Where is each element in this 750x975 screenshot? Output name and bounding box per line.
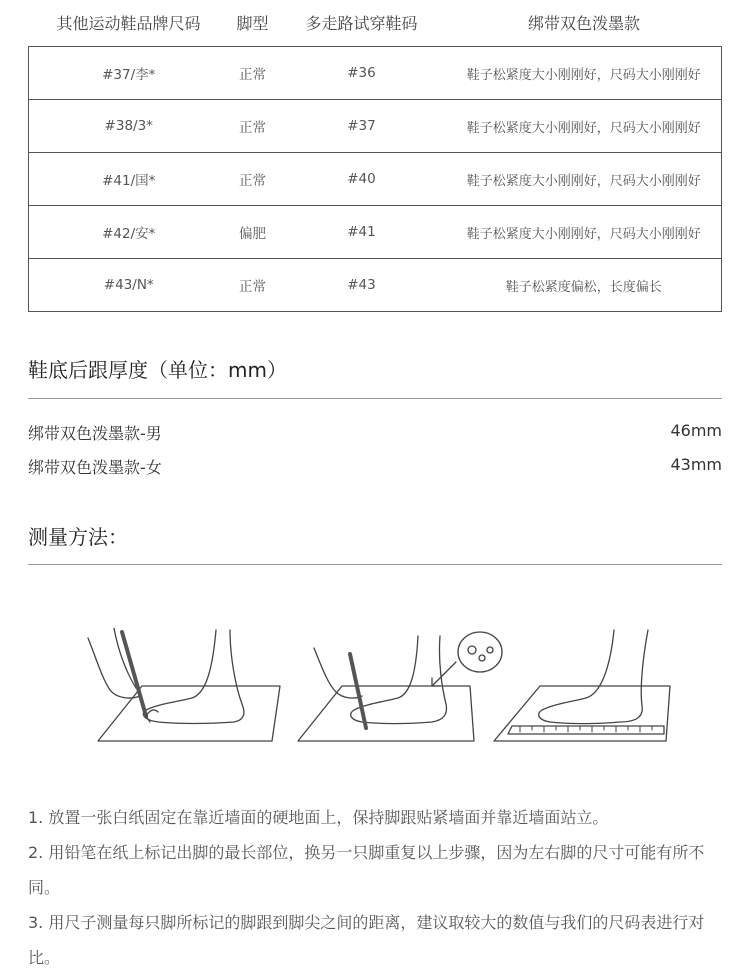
foot-outline-1 <box>143 630 244 724</box>
heel-row-men <box>28 421 722 444</box>
cell-foot-type: 偏肥 <box>229 206 277 259</box>
heel-label: 绑带双色泼墨款-女 <box>28 458 162 477</box>
instruction-step: 1. 放置一张白纸固定在靠近墙面的硬地面上，保持脚跟贴紧墙面并靠近墙面站立。 <box>28 808 609 827</box>
cell-trial-size: #36 <box>277 47 447 100</box>
size-comparison-table <box>28 0 722 312</box>
paper-sheet-2 <box>298 686 474 741</box>
heel-value: 43mm <box>670 455 722 474</box>
step3-drawing <box>494 630 670 741</box>
cell-fit-note: 鞋子松紧度大小刚刚好，尺码大小刚刚好 <box>447 153 722 206</box>
foot-measurement-illustration <box>80 628 680 748</box>
arrow-line <box>432 662 456 686</box>
heel-value: 46mm <box>670 421 722 440</box>
heel-row-women <box>28 455 722 478</box>
cell-fit-note: 鞋子松紧度偏松，长度偏长 <box>447 259 722 312</box>
cell-brand-size: #37/李* <box>29 47 229 100</box>
heel-thickness-title: 鞋底后跟厚度（单位：mm） <box>28 358 287 382</box>
cell-foot-type: 正常 <box>229 47 277 100</box>
header-product-style: 绑带双色泼墨款 <box>447 0 722 47</box>
cell-fit-note: 鞋子松紧度大小刚刚好，尺码大小刚刚好 <box>447 206 722 259</box>
cell-brand-size: #43/N* <box>29 259 229 312</box>
table-row <box>29 47 722 100</box>
toe-closeup-icon <box>458 632 502 672</box>
step1-drawing <box>88 628 280 741</box>
measurement-instructions <box>28 800 728 975</box>
paper-sheet-1 <box>98 686 280 741</box>
table-row <box>29 206 722 259</box>
toe-icon <box>487 647 493 653</box>
pencil-icon <box>350 654 366 728</box>
measurement-method-title: 测量方法： <box>28 525 128 549</box>
table-row <box>29 153 722 206</box>
cell-fit-note: 鞋子松紧度大小刚刚好，尺码大小刚刚好 <box>447 47 722 100</box>
cell-foot-type: 正常 <box>229 100 277 153</box>
table-row <box>29 100 722 153</box>
header-foot-type: 脚型 <box>229 0 277 47</box>
cell-brand-size: #38/3* <box>29 100 229 153</box>
cell-trial-size: #43 <box>277 259 447 312</box>
toe-icon <box>479 655 485 661</box>
table-row <box>29 259 722 312</box>
instruction-step: 2. 用铅笔在纸上标记出脚的最长部位，换另一只脚重复以上步骤，因为左右脚的尺寸可能有所不同。 <box>28 843 705 897</box>
cell-trial-size: #41 <box>277 206 447 259</box>
header-trial-size: 多走路试穿鞋码 <box>277 0 447 47</box>
toe-icon <box>468 646 476 654</box>
cell-trial-size: #40 <box>277 153 447 206</box>
heel-label: 绑带双色泼墨款-男 <box>28 424 162 443</box>
table-header-row <box>29 0 722 47</box>
foot-outline-3 <box>539 630 648 724</box>
cell-trial-size: #37 <box>277 100 447 153</box>
heel-section-divider <box>28 398 722 399</box>
header-other-brand-size: 其他运动鞋品牌尺码 <box>29 0 229 47</box>
instruction-step: 3. 用尺子测量每只脚所标记的脚跟到脚尖之间的距离，建议取较大的数值与我们的尺码表进行对比。 <box>28 913 705 967</box>
cell-brand-size: #42/安* <box>29 206 229 259</box>
paper-sheet-3 <box>494 686 670 741</box>
cell-brand-size: #41/国* <box>29 153 229 206</box>
cell-foot-type: 正常 <box>229 153 277 206</box>
ruler-ticks <box>520 726 652 732</box>
cell-fit-note: 鞋子松紧度大小刚刚好，尺码大小刚刚好 <box>447 100 722 153</box>
step2-drawing <box>298 632 502 741</box>
pencil-icon <box>122 632 146 716</box>
method-section-divider <box>28 564 722 565</box>
cell-foot-type: 正常 <box>229 259 277 312</box>
ruler-icon <box>508 726 664 734</box>
